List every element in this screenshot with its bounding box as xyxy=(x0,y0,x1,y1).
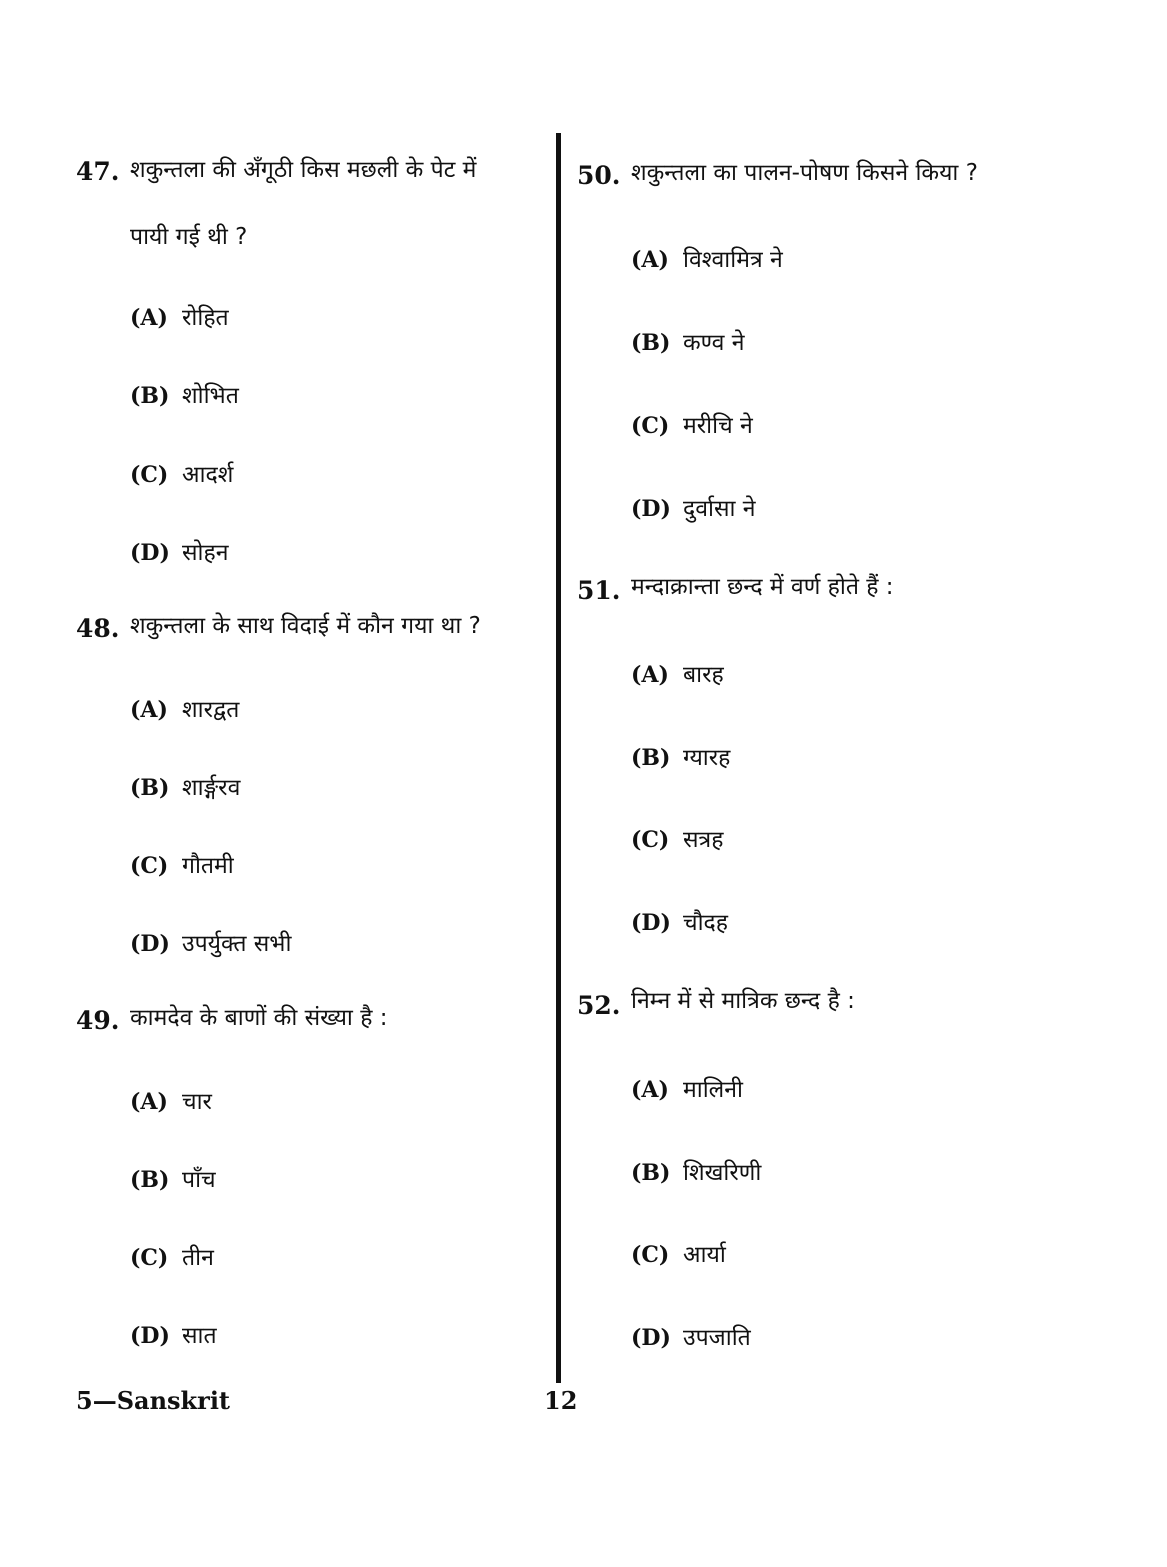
option-label: (C) xyxy=(130,853,169,879)
option-text: शारद्वत xyxy=(182,697,240,723)
option-text: आर्या xyxy=(683,1242,726,1268)
option-text: सोहन xyxy=(182,540,229,566)
option-a xyxy=(130,692,239,724)
option-b xyxy=(130,1162,216,1194)
option-label: (C) xyxy=(130,1245,169,1271)
option-b xyxy=(631,1155,761,1187)
option-text: तीन xyxy=(182,1245,214,1271)
option-text: शिखरिणी xyxy=(683,1160,762,1186)
option-label: (A) xyxy=(631,1077,669,1103)
option-c xyxy=(130,1240,214,1272)
option-label: (B) xyxy=(631,1160,671,1186)
option-text: मालिनी xyxy=(683,1077,743,1103)
question-number: 52. xyxy=(577,991,621,1020)
option-text: उपजाति xyxy=(683,1325,751,1351)
option-text: विश्वामित्र ने xyxy=(683,247,783,273)
option-b xyxy=(631,325,744,357)
question-text: शकुन्तला के साथ विदाई में कौन गया था ? xyxy=(130,613,481,639)
option-c xyxy=(130,848,234,880)
option-d xyxy=(130,535,228,567)
option-d xyxy=(130,1318,217,1350)
option-text: सात xyxy=(182,1323,217,1349)
option-d xyxy=(631,491,756,523)
option-label: (A) xyxy=(631,662,669,688)
booklet-code: 5—Sanskrit xyxy=(76,1386,231,1415)
option-text: चार xyxy=(182,1089,212,1115)
question-number: 50. xyxy=(577,161,621,190)
option-label: (B) xyxy=(130,383,170,409)
question-number: 51. xyxy=(577,576,621,605)
column-divider xyxy=(556,133,561,1383)
option-label: (B) xyxy=(631,745,671,771)
question-text: कामदेव के बाणों की संख्या है : xyxy=(130,1005,388,1031)
option-b xyxy=(631,740,730,772)
option-text: गौतमी xyxy=(182,853,234,879)
option-label: (C) xyxy=(631,827,670,853)
option-a xyxy=(130,300,229,332)
option-label: (D) xyxy=(631,1325,671,1351)
question-number: 47. xyxy=(76,157,120,186)
option-text: आदर्श xyxy=(182,462,234,488)
option-label: (D) xyxy=(130,1323,170,1349)
question-number: 49. xyxy=(76,1006,120,1035)
option-d xyxy=(631,1320,751,1352)
option-c xyxy=(631,822,723,854)
option-text: मरीचि ने xyxy=(683,413,753,439)
option-c xyxy=(130,457,233,489)
option-label: (D) xyxy=(631,496,671,522)
question-text: शकुन्तला की अँगूठी किस मछली के पेट में xyxy=(130,157,477,183)
option-label: (A) xyxy=(631,247,669,273)
question-text-continued: पायी गई थी ? xyxy=(130,224,248,250)
option-text: चौदह xyxy=(683,910,728,936)
option-text: पाँच xyxy=(182,1167,216,1193)
question-text: मन्दाक्रान्ता छन्द में वर्ण होते हैं : xyxy=(631,574,894,600)
question-text: निम्न में से मात्रिक छन्द है : xyxy=(631,988,855,1014)
option-text: ग्यारह xyxy=(683,745,731,771)
option-c xyxy=(631,408,753,440)
page-number: 12 xyxy=(544,1386,578,1415)
option-b xyxy=(130,378,239,410)
option-label: (B) xyxy=(130,1167,170,1193)
option-text: शार्ङ्गरव xyxy=(182,775,241,801)
option-a xyxy=(631,242,783,274)
option-label: (D) xyxy=(130,931,170,957)
option-label: (C) xyxy=(130,462,169,488)
option-a xyxy=(631,1072,743,1104)
question-number: 48. xyxy=(76,614,120,643)
question-text: शकुन्तला का पालन-पोषण किसने किया ? xyxy=(631,160,978,186)
option-text: सत्रह xyxy=(683,827,724,853)
option-text: दुर्वासा ने xyxy=(683,496,756,522)
option-c xyxy=(631,1237,726,1269)
option-text: शोभित xyxy=(182,383,239,409)
option-a xyxy=(631,657,724,689)
option-text: कण्व ने xyxy=(683,330,745,356)
option-label: (C) xyxy=(631,413,670,439)
option-label: (A) xyxy=(130,697,168,723)
option-text: रोहित xyxy=(182,305,229,331)
option-label: (D) xyxy=(631,910,671,936)
option-a xyxy=(130,1084,212,1116)
option-d xyxy=(631,905,728,937)
option-text: उपर्युक्त सभी xyxy=(182,931,292,957)
option-label: (B) xyxy=(631,330,671,356)
option-b xyxy=(130,770,240,802)
option-label: (B) xyxy=(130,775,170,801)
option-label: (A) xyxy=(130,305,168,331)
option-label: (D) xyxy=(130,540,170,566)
option-d xyxy=(130,926,291,958)
option-label: (A) xyxy=(130,1089,168,1115)
option-text: बारह xyxy=(683,662,724,688)
option-label: (C) xyxy=(631,1242,670,1268)
